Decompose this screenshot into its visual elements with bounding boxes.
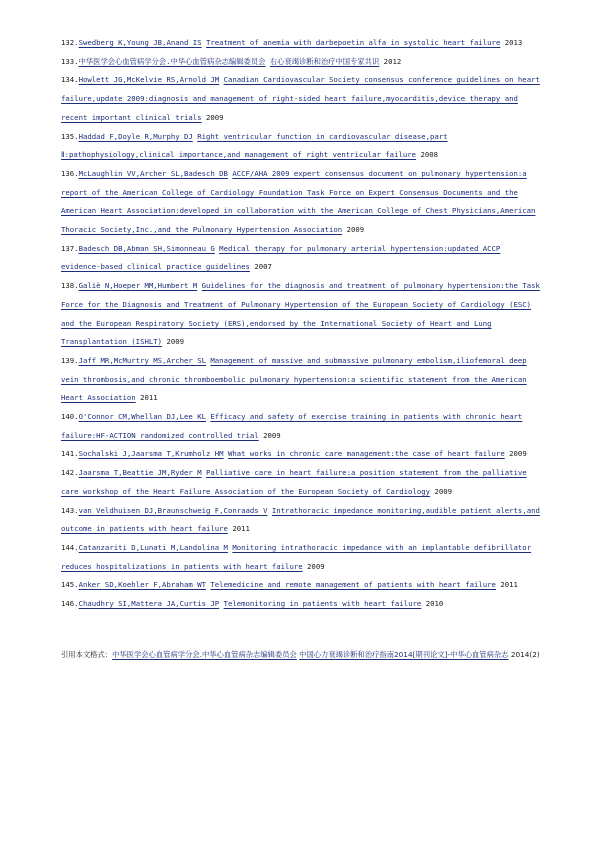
reference-title-link[interactable]: Right ventricular function in cardiovascular disease,part Ⅱ:pathophysiology,clinical importance,and management of right ventricular failure <box>61 131 448 160</box>
reference-title-link[interactable]: Medical therapy for pulmonary arterial hypertension:updated ACCP evidence-based clinical practice guidelines <box>61 243 501 272</box>
reference-authors-link[interactable]: van Veldhuisen DJ,Braunschweig F,Conraads V <box>78 505 268 515</box>
reference-item: 143.van Veldhuisen DJ,Braunschweig F,Conraads V Intrathoracic impedance monitoring,audible patient alerts,and outcome in patients with heart failure 2011 <box>61 505 540 534</box>
reference-authors-link[interactable]: Badesch DB,Abman SH,Simonneau G <box>78 243 215 253</box>
reference-title-link[interactable]: Monitoring intrathoracic impedance with an implantable defibrillator reduces hospitalizations in patients with heart failure <box>61 542 532 571</box>
reference-title-link[interactable]: Canadian Cardiovascular Society consensus conference guidelines on heart failure,update 2009:diagnosis and management of right-sided heart failure,myocarditis,device therapy and recent important clinical trials <box>61 75 540 122</box>
reference-list <box>61 34 541 614</box>
reference-item: 134.Howlett JG,McKelvie RS,Arnold JM Canadian Cardiovascular Society consensus conference guidelines on heart failure,update 2009:diagnosis and management of right-sided heart failure,myocarditis,device therapy and recent important clinical trials 2009 <box>61 75 540 122</box>
reference-authors-link[interactable]: Catanzariti D,Lunati M,Landolina M <box>78 542 228 552</box>
reference-title-link[interactable]: 右心衰竭诊断和治疗中国专家共识 <box>269 56 380 66</box>
reference-title-link[interactable]: Intrathoracic impedance monitoring,audible patient alerts,and outcome in patients with heart failure <box>61 505 540 534</box>
reference-authors-link[interactable]: Galiè N,Hoeper MM,Humbert M <box>78 281 198 291</box>
reference-title-link[interactable]: Telemonitoring in patients with heart failure <box>223 599 422 609</box>
reference-authors-link[interactable]: Chaudhry SI,Mattera JA,Curtis JP <box>78 599 220 609</box>
reference-item: 138.Galiè N,Hoeper MM,Humbert M Guidelines for the diagnosis and treatment of pulmonary hypertension:the Task Force for the Diagnosis and Treatment of Pulmonary Hypertension of the European Society of Cardiology (ESC) and the European Respiratory Society (ERS),endorsed by the International Society of Heart and Lung Transplantation (ISHLT) 2009 <box>61 281 540 347</box>
reference-authors-link[interactable]: Swedberg K,Young JB,Anand IS <box>78 38 202 47</box>
reference-title-link[interactable]: Treatment of anemia with darbepoetin alfa in systolic heart failure <box>206 38 501 47</box>
citation-title-link[interactable]: 中国心力衰竭诊断和治疗指南2014[期刊论文]-中华心血管病杂志 <box>299 650 509 659</box>
citation-label: 引用本文格式： <box>61 650 113 659</box>
reference-item: 133.中华医学会心血管病学分会.中华心血管病杂志编辑委员会 右心衰竭诊断和治疗中国专家共识 2012 <box>61 56 402 66</box>
reference-authors-link[interactable]: Sochalski J,Jaarsma T,Krumholz HM <box>78 449 224 459</box>
reference-item: 145.Anker SD,Koehler F,Abraham WT Telemedicine and remote management of patients with heart failure 2011 <box>61 580 518 590</box>
reference-title-link[interactable]: Palliative care in heart failure:a position statement from the palliative care workshop of the Heart Failure Association of the European Society of Cardiology <box>61 468 527 496</box>
reference-authors-link[interactable]: Haddad F,Doyle R,Murphy DJ <box>78 131 193 141</box>
reference-item: 136.McLaughlin VV,Archer SL,Badesch DB ACCF/AHA 2009 expert consensus document on pulmonary hypertension:a report of the American College of Cardiology Foundation Task Force on Expert Consensus Documents and the American Heart Association:developed in collaboration with the American College of Chest Physicians,American Thoracic Society,Inc.,and the Pulmonary Hypertension Association 2009 <box>61 168 536 235</box>
reference-item: 137.Badesch DB,Abman SH,Simonneau G Medical therapy for pulmonary arterial hypertension:updated ACCP evidence-based clinical practice guidelines 2007 <box>61 243 501 272</box>
reference-title-link[interactable]: What works in chronic care management:the case of heart failure <box>227 449 505 459</box>
reference-title-link[interactable]: Efficacy and safety of exercise training in patients with chronic heart failure:HF-ACTION randomized controlled trial <box>61 412 523 440</box>
reference-authors-link[interactable]: Howlett JG,McKelvie RS,Arnold JM <box>78 75 220 85</box>
reference-authors-link[interactable]: Anker SD,Koehler F,Abraham WT <box>78 580 206 590</box>
reference-item: 139.Jaff MR,McMurtry MS,Archer SL Management of massive and submassive pulmonary embolism,iliofemoral deep vein thrombosis,and chronic thromboembolic pulmonary hypertension:a scientific statement from the American Heart Association 2011 <box>61 355 527 403</box>
reference-title-link[interactable]: Telemedicine and remote management of patients with heart failure <box>210 580 496 590</box>
reference-item: 141.Sochalski J,Jaarsma T,Krumholz HM What works in chronic care management:the case of heart failure 2009 <box>61 449 527 459</box>
reference-title-link[interactable]: Management of massive and submassive pulmonary embolism,iliofemoral deep vein thrombosis,and chronic thromboembolic pulmonary hypertension:a scientific statement from the American Heart Association <box>61 355 527 403</box>
reference-item: 144.Catanzariti D,Lunati M,Landolina M Monitoring intrathoracic impedance with an implantable defibrillator reduces hospitalizations in patients with heart failure 2009 <box>61 542 532 571</box>
reference-item: 135.Haddad F,Doyle R,Murphy DJ Right ventricular function in cardiovascular disease,part Ⅱ:pathophysiology,clinical importance,and management of right ventricular failure 2008 <box>61 131 448 160</box>
reference-authors-link[interactable]: McLaughlin VV,Archer SL,Badesch DB <box>78 168 228 178</box>
citation-authors-link[interactable]: 中华医学会心血管病学分会.中华心血管病杂志编辑委员会 <box>112 650 297 659</box>
reference-item: 146.Chaudhry SI,Mattera JA,Curtis JP Telemonitoring in patients with heart failure 2010 <box>61 599 444 609</box>
reference-item: 140.O'Connor CM,Whellan DJ,Lee KL Efficacy and safety of exercise training in patients with chronic heart failure:HF-ACTION randomized controlled trial 2009 <box>61 412 523 440</box>
citation-format <box>61 646 541 665</box>
reference-authors-link[interactable]: Jaarsma T,Beattie JM,Ryder M <box>78 468 202 478</box>
reference-authors-link[interactable]: O'Connor CM,Whellan DJ,Lee KL <box>78 412 206 422</box>
citation-year: 2014(2) <box>510 650 540 659</box>
reference-authors-link[interactable]: 中华医学会心血管病学分会.中华心血管病杂志编辑委员会 <box>78 56 266 66</box>
reference-item: 142.Jaarsma T,Beattie JM,Ryder M Palliative care in heart failure:a position statement from the palliative care workshop of the Heart Failure Association of the European Society of Cardiology 2009 <box>61 468 527 496</box>
reference-title-link[interactable]: Guidelines for the diagnosis and treatment of pulmonary hypertension:the Task Force for the Diagnosis and Treatment of Pulmonary Hypertension of the European Society of Cardiology (ESC) and the European Respiratory Society (ERS),endorsed by the International Society of Heart and Lung Transplantation (ISHLT) <box>61 281 540 347</box>
reference-authors-link[interactable]: Jaff MR,McMurtry MS,Archer SL <box>78 355 206 365</box>
reference-item: 132.Swedberg K,Young JB,Anand IS Treatment of anemia with darbepoetin alfa in systolic heart failure 2013 <box>61 38 523 47</box>
reference-title-link[interactable]: ACCF/AHA 2009 expert consensus document on pulmonary hypertension:a report of the American College of Cardiology Foundation Task Force on Expert Consensus Documents and the American Heart Association:developed in collaboration with the American College of Chest Physicians,American Thoracic Society,Inc.,and the Pulmonary Hypertension Association <box>61 168 536 235</box>
